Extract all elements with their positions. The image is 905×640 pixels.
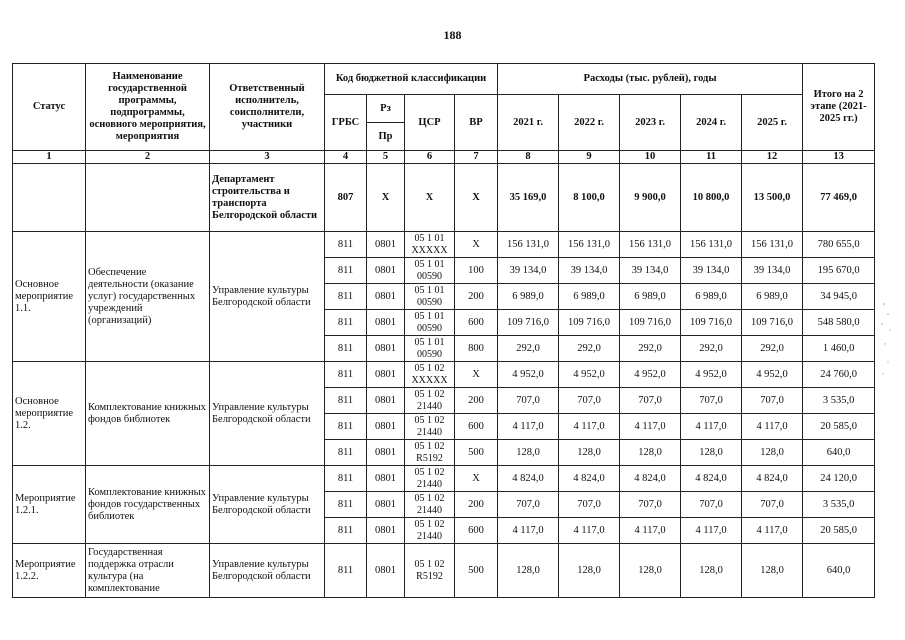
y2022-cell: 707,0 [559,388,620,414]
column-number: 12 [742,151,803,164]
y2024-cell: 39 134,0 [681,258,742,284]
header-csr: ЦСР [405,95,455,151]
y2023-cell: 109 716,0 [620,310,681,336]
header-pr: Пр [367,123,405,151]
grbs-cell: 811 [325,388,367,414]
total-cell: 548 580,0 [803,310,875,336]
csr-cell: Х [405,164,455,232]
y2023-cell: 128,0 [620,440,681,466]
y2023-cell: 292,0 [620,336,681,362]
y2022-cell: 4 117,0 [559,414,620,440]
y2021-cell: 39 134,0 [498,258,559,284]
y2021-cell: 156 131,0 [498,232,559,258]
header-status: Статус [13,64,86,151]
table-row [13,362,875,388]
vr-cell: 600 [455,518,498,544]
vr-cell: 100 [455,258,498,284]
vr-cell: 200 [455,492,498,518]
rzpr-cell: 0801 [367,440,405,466]
y2024-cell: 128,0 [681,440,742,466]
y2024-cell: 4 117,0 [681,518,742,544]
rzpr-cell: 0801 [367,388,405,414]
total-cell: 24 120,0 [803,466,875,492]
y2022-cell: 4 117,0 [559,518,620,544]
csr-cell: 05 1 02 R5192 [405,440,455,466]
column-numbers-row [13,151,875,164]
total-cell: 24 760,0 [803,362,875,388]
status-cell: Основное мероприятие 1.1. [13,232,86,362]
header-rz: Рз [367,95,405,123]
grbs-cell: 811 [325,336,367,362]
y2025-cell: 4 952,0 [742,362,803,388]
csr-cell: 05 1 01 00590 [405,284,455,310]
table-row [13,466,875,492]
y2021-cell: 35 169,0 [498,164,559,232]
vr-cell: 800 [455,336,498,362]
status-cell [13,164,86,232]
total-cell: 195 670,0 [803,258,875,284]
y2025-cell: 292,0 [742,336,803,362]
program-name-cell: Комплектование книжных фондов государственных библиотек [86,466,210,544]
y2024-cell: 6 989,0 [681,284,742,310]
rzpr-cell: 0801 [367,258,405,284]
vr-cell: Х [455,164,498,232]
rzpr-cell: 0801 [367,362,405,388]
header-vr: ВР [455,95,498,151]
column-number: 9 [559,151,620,164]
y2023-cell: 4 117,0 [620,518,681,544]
y2024-cell: 292,0 [681,336,742,362]
header-year-2022: 2022 г. [559,95,620,151]
header-budget-code: Код бюджетной классификации [325,64,498,95]
scan-noise-icon [878,300,896,380]
csr-cell: 05 1 01 00590 [405,310,455,336]
rzpr-cell: 0801 [367,466,405,492]
vr-cell: 600 [455,414,498,440]
column-number: 8 [498,151,559,164]
y2025-cell: 128,0 [742,440,803,466]
grbs-cell: 811 [325,232,367,258]
csr-cell: 05 1 02 R5192 [405,544,455,598]
y2022-cell: 6 989,0 [559,284,620,310]
status-cell: Мероприятие 1.2.1. [13,466,86,544]
grbs-cell: 811 [325,492,367,518]
csr-cell: 05 1 01 ХХХХХ [405,232,455,258]
program-name-cell: Комплектование книжных фондов библиотек [86,362,210,466]
y2022-cell: 707,0 [559,492,620,518]
y2025-cell: 13 500,0 [742,164,803,232]
header-executor: Ответственный исполнитель, соисполнители, участники [210,64,325,151]
header-expenses: Расходы (тыс. рублей), годы [498,64,803,95]
rzpr-cell: 0801 [367,284,405,310]
y2024-cell: 4 117,0 [681,414,742,440]
program-name-cell [86,164,210,232]
table-row [13,232,875,258]
total-cell: 1 460,0 [803,336,875,362]
rzpr-cell: 0801 [367,310,405,336]
vr-cell: Х [455,362,498,388]
y2025-cell: 4 824,0 [742,466,803,492]
y2023-cell: 707,0 [620,388,681,414]
y2023-cell: 39 134,0 [620,258,681,284]
header-year-2021: 2021 г. [498,95,559,151]
program-name-cell: Государственная поддержка отрасли культура (на комплектование [86,544,210,598]
header-program-name: Наименование государственной программы, подпрограммы, основного мероприятия, мероприятия [86,64,210,151]
grbs-cell: 811 [325,440,367,466]
y2022-cell: 128,0 [559,440,620,466]
csr-cell: 05 1 01 00590 [405,336,455,362]
total-cell: 640,0 [803,544,875,598]
y2021-cell: 109 716,0 [498,310,559,336]
csr-cell: 05 1 01 00590 [405,258,455,284]
column-number: 10 [620,151,681,164]
y2023-cell: 9 900,0 [620,164,681,232]
column-number: 1 [13,151,86,164]
status-cell: Основное мероприятие 1.2. [13,362,86,466]
vr-cell: 200 [455,388,498,414]
grbs-cell: 811 [325,310,367,336]
csr-cell: 05 1 02 21440 [405,492,455,518]
y2022-cell: 4 824,0 [559,466,620,492]
column-number: 5 [367,151,405,164]
page-number: 188 [443,28,462,42]
header-year-2023: 2023 г. [620,95,681,151]
scan-artifact [878,300,898,382]
grbs-cell: 811 [325,544,367,598]
total-cell: 780 655,0 [803,232,875,258]
y2024-cell: 128,0 [681,544,742,598]
total-cell: 3 535,0 [803,388,875,414]
y2021-cell: 128,0 [498,440,559,466]
y2024-cell: 156 131,0 [681,232,742,258]
column-number: 2 [86,151,210,164]
y2021-cell: 4 824,0 [498,466,559,492]
budget-table [12,63,875,598]
vr-cell: 500 [455,544,498,598]
csr-cell: 05 1 02 21440 [405,518,455,544]
rzpr-cell: 0801 [367,336,405,362]
column-number: 3 [210,151,325,164]
executor-cell: Управление культуры Белгородской области [210,544,325,598]
y2025-cell: 4 117,0 [742,518,803,544]
grbs-cell: 811 [325,466,367,492]
vr-cell: 500 [455,440,498,466]
column-number: 6 [405,151,455,164]
y2023-cell: 156 131,0 [620,232,681,258]
y2025-cell: 109 716,0 [742,310,803,336]
total-cell: 20 585,0 [803,414,875,440]
y2022-cell: 39 134,0 [559,258,620,284]
y2021-cell: 707,0 [498,492,559,518]
y2021-cell: 128,0 [498,544,559,598]
y2023-cell: 4 824,0 [620,466,681,492]
grbs-cell: 811 [325,258,367,284]
y2022-cell: 4 952,0 [559,362,620,388]
csr-cell: 05 1 02 ХХХХХ [405,362,455,388]
column-number: 11 [681,151,742,164]
y2022-cell: 128,0 [559,544,620,598]
executor-cell: Управление культуры Белгородской области [210,362,325,466]
grbs-cell: 811 [325,518,367,544]
y2023-cell: 707,0 [620,492,681,518]
rzpr-cell: 0801 [367,518,405,544]
vr-cell: 600 [455,310,498,336]
csr-cell: 05 1 02 21440 [405,466,455,492]
total-cell: 20 585,0 [803,518,875,544]
y2022-cell: 8 100,0 [559,164,620,232]
y2025-cell: 39 134,0 [742,258,803,284]
y2021-cell: 4 117,0 [498,518,559,544]
total-cell: 3 535,0 [803,492,875,518]
y2025-cell: 707,0 [742,388,803,414]
header-grbs: ГРБС [325,95,367,151]
y2022-cell: 156 131,0 [559,232,620,258]
column-number: 13 [803,151,875,164]
header-year-2025: 2025 г. [742,95,803,151]
csr-cell: 05 1 02 21440 [405,414,455,440]
grbs-cell: 811 [325,362,367,388]
y2024-cell: 707,0 [681,388,742,414]
y2023-cell: 6 989,0 [620,284,681,310]
executor-cell: Департамент строительства и транспорта Белгородской области [210,164,325,232]
total-cell: 77 469,0 [803,164,875,232]
rzpr-cell: 0801 [367,414,405,440]
column-number: 7 [455,151,498,164]
y2023-cell: 128,0 [620,544,681,598]
executor-cell: Управление культуры Белгородской области [210,466,325,544]
total-cell: 34 945,0 [803,284,875,310]
grbs-cell: 807 [325,164,367,232]
rzpr-cell: 0801 [367,544,405,598]
y2022-cell: 109 716,0 [559,310,620,336]
y2024-cell: 109 716,0 [681,310,742,336]
y2024-cell: 707,0 [681,492,742,518]
header-year-2024: 2024 г. [681,95,742,151]
y2025-cell: 6 989,0 [742,284,803,310]
y2025-cell: 128,0 [742,544,803,598]
vr-cell: Х [455,466,498,492]
y2024-cell: 4 952,0 [681,362,742,388]
csr-cell: 05 1 02 21440 [405,388,455,414]
y2023-cell: 4 117,0 [620,414,681,440]
rzpr-cell: Х [367,164,405,232]
table-row [13,164,875,232]
y2024-cell: 10 800,0 [681,164,742,232]
header-total: Итого на 2 этапе (2021-2025 гг.) [803,64,875,151]
vr-cell: 200 [455,284,498,310]
grbs-cell: 811 [325,414,367,440]
program-name-cell: Обеспечение деятельности (оказание услуг) государственных учреждений (организаций) [86,232,210,362]
y2021-cell: 707,0 [498,388,559,414]
y2024-cell: 4 824,0 [681,466,742,492]
total-cell: 640,0 [803,440,875,466]
rzpr-cell: 0801 [367,232,405,258]
y2025-cell: 156 131,0 [742,232,803,258]
y2025-cell: 707,0 [742,492,803,518]
y2022-cell: 292,0 [559,336,620,362]
status-cell: Мероприятие 1.2.2. [13,544,86,598]
y2021-cell: 4 952,0 [498,362,559,388]
column-number: 4 [325,151,367,164]
y2021-cell: 292,0 [498,336,559,362]
y2025-cell: 4 117,0 [742,414,803,440]
executor-cell: Управление культуры Белгородской области [210,232,325,362]
table-row [13,544,875,598]
rzpr-cell: 0801 [367,492,405,518]
y2023-cell: 4 952,0 [620,362,681,388]
vr-cell: Х [455,232,498,258]
grbs-cell: 811 [325,284,367,310]
y2021-cell: 4 117,0 [498,414,559,440]
y2021-cell: 6 989,0 [498,284,559,310]
